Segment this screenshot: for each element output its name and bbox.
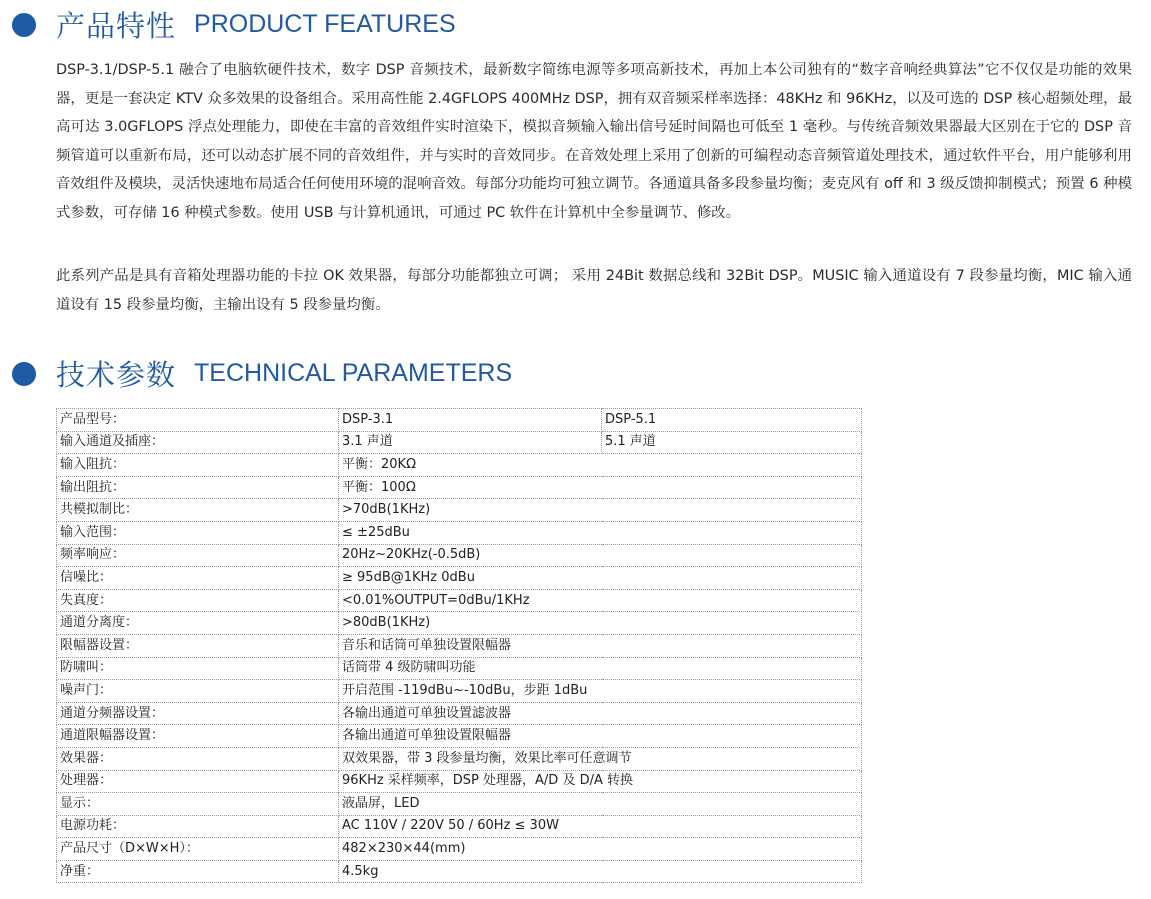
spec-label: 输入阻抗： xyxy=(57,454,339,477)
spec-value: >70dB(1KHz) xyxy=(339,499,862,522)
spec-value: 96KHz 采样频率，DSP 处理器，A/D 及 D/A 转换 xyxy=(339,770,862,793)
spec-label: 产品型号： xyxy=(57,409,339,432)
spec-value-model-b: 5.1 声道 xyxy=(602,431,862,454)
spec-label: 防啸叫： xyxy=(57,657,339,680)
spec-value: 各输出通道可单独设置限幅器 xyxy=(339,725,862,748)
spec-value: 20Hz~20KHz(-0.5dB) xyxy=(339,544,862,567)
circle-bullet-icon xyxy=(12,362,36,386)
features-title-en: PRODUCT FEATURES xyxy=(194,10,456,38)
table-row xyxy=(57,454,862,477)
spec-label: 限幅器设置： xyxy=(57,634,339,657)
table-row xyxy=(57,431,862,454)
spec-value: 液晶屏，LED xyxy=(339,793,862,816)
spec-label: 效果器： xyxy=(57,747,339,770)
spec-table xyxy=(56,408,862,883)
table-row xyxy=(57,815,862,838)
table-row xyxy=(57,702,862,725)
table-row xyxy=(57,634,862,657)
spec-label: 频率响应： xyxy=(57,544,339,567)
table-row xyxy=(57,521,862,544)
table-row xyxy=(57,499,862,522)
parameters-title-cn: 技术参数 xyxy=(56,358,177,392)
features-title-cn: 产品特性 xyxy=(56,9,177,43)
table-row xyxy=(57,409,862,432)
spec-value: ≤ ±25dBu xyxy=(339,521,862,544)
spec-value-model-a: DSP-3.1 xyxy=(339,409,602,432)
table-row xyxy=(57,838,862,861)
spec-value: 双效果器，带 3 段参量均衡，效果比率可任意调节 xyxy=(339,747,862,770)
circle-bullet-icon xyxy=(12,13,36,37)
table-row xyxy=(57,747,862,770)
table-row xyxy=(57,567,862,590)
spec-value: 平衡：20KΩ xyxy=(339,454,862,477)
table-row xyxy=(57,793,862,816)
spec-label: 显示： xyxy=(57,793,339,816)
section-heading-parameters xyxy=(12,353,512,394)
spec-value: 4.5kg xyxy=(339,860,862,883)
spec-label: 净重： xyxy=(57,860,339,883)
spec-label: 通道分频器设置： xyxy=(57,702,339,725)
spec-label: 信噪比： xyxy=(57,567,339,590)
table-row xyxy=(57,725,862,748)
spec-value-model-b: DSP-5.1 xyxy=(602,409,862,432)
spec-value-model-a: 3.1 声道 xyxy=(339,431,602,454)
spec-label: 噪声门： xyxy=(57,680,339,703)
features-paragraph-2: 此系列产品是具有音箱处理器功能的卡拉 OK 效果器，每部分功能都独立可调； 采用 24Bit 数据总线和 32Bit DSP。MUSIC 输入通道设有 7 段参量均衡，MIC 输入通道设有 15 段参量均衡，主输出设有 5 段参量均衡。 xyxy=(56,268,1132,313)
spec-value: 话筒带 4 级防啸叫功能 xyxy=(339,657,862,680)
spec-value: 音乐和话筒可单独设置限幅器 xyxy=(339,634,862,657)
parameters-title-en: TECHNICAL PARAMETERS xyxy=(194,359,513,387)
features-paragraph-1: DSP-3.1/DSP-5.1 融合了电脑软硬件技术，数字 DSP 音频技术，最新数字简练电源等多项高新技术，再加上本公司独有的“数字音响经典算法”它不仅仅是功能的效果器，更是一套决定 KTV 众多效果的设备组合。采用高性能 2.4GFLOPS 400MHz DSP，拥有双音频采样率选择：48KHz 和 96KHz，以及可选的 DSP 核心超频处理，最高可达 3.0GFLOPS 浮点处理能力，即使在丰富的音效组件实时渲染下，模拟音频输入输出信号延时间隔也可低至 1 毫秒。与传统音频效果器最大区别在于它的 DSP 音频管道可以重新布局，还可以动态扩展不同的音效组件，并与实时的音效同步。在音效处理上采用了创新的可编程动态音频管道处理技术，通过软件平台，用户能够利用音效组件及模块，灵活快速地布局适合任何使用环境的混响音效。每部分功能均可独立调节。各通道具备多段参量均衡；麦克风有 off 和 3 级反馈抑制模式；预置 6 种模式参数，可存储 16 种模式参数。使用 USB 与计算机通讯，可通过 PC 软件在计算机中全参量调节、修改。 xyxy=(56,62,1132,221)
table-row xyxy=(57,657,862,680)
spec-label: 共模拟制比： xyxy=(57,499,339,522)
spec-value: 开启范围 -119dBu~-10dBu，步距 1dBu xyxy=(339,680,862,703)
spec-value: ≥ 95dB@1KHz 0dBu xyxy=(339,567,862,590)
spec-value: 平衡：100Ω xyxy=(339,476,862,499)
spec-label: 输入通道及插座： xyxy=(57,431,339,454)
table-row xyxy=(57,476,862,499)
spec-value: 482×230×44(mm) xyxy=(339,838,862,861)
table-row xyxy=(57,770,862,793)
spec-label: 失真度： xyxy=(57,589,339,612)
spec-value: <0.01%OUTPUT=0dBu/1KHz xyxy=(339,589,862,612)
table-row xyxy=(57,860,862,883)
spec-label: 电源功耗： xyxy=(57,815,339,838)
table-row xyxy=(57,612,862,635)
spec-label: 通道分离度： xyxy=(57,612,339,635)
spec-label: 通道限幅器设置： xyxy=(57,725,339,748)
spec-value: >80dB(1KHz) xyxy=(339,612,862,635)
spec-value: 各输出通道可单独设置滤波器 xyxy=(339,702,862,725)
spec-value: AC 110V / 220V 50 / 60Hz ≤ 30W xyxy=(339,815,862,838)
table-row xyxy=(57,589,862,612)
spec-label: 输入范围： xyxy=(57,521,339,544)
section-heading-features xyxy=(12,4,456,45)
table-row xyxy=(57,544,862,567)
table-row xyxy=(57,680,862,703)
spec-label: 处理器： xyxy=(57,770,339,793)
spec-label: 产品尺寸（D×W×H）： xyxy=(57,838,339,861)
spec-label: 输出阻抗： xyxy=(57,476,339,499)
